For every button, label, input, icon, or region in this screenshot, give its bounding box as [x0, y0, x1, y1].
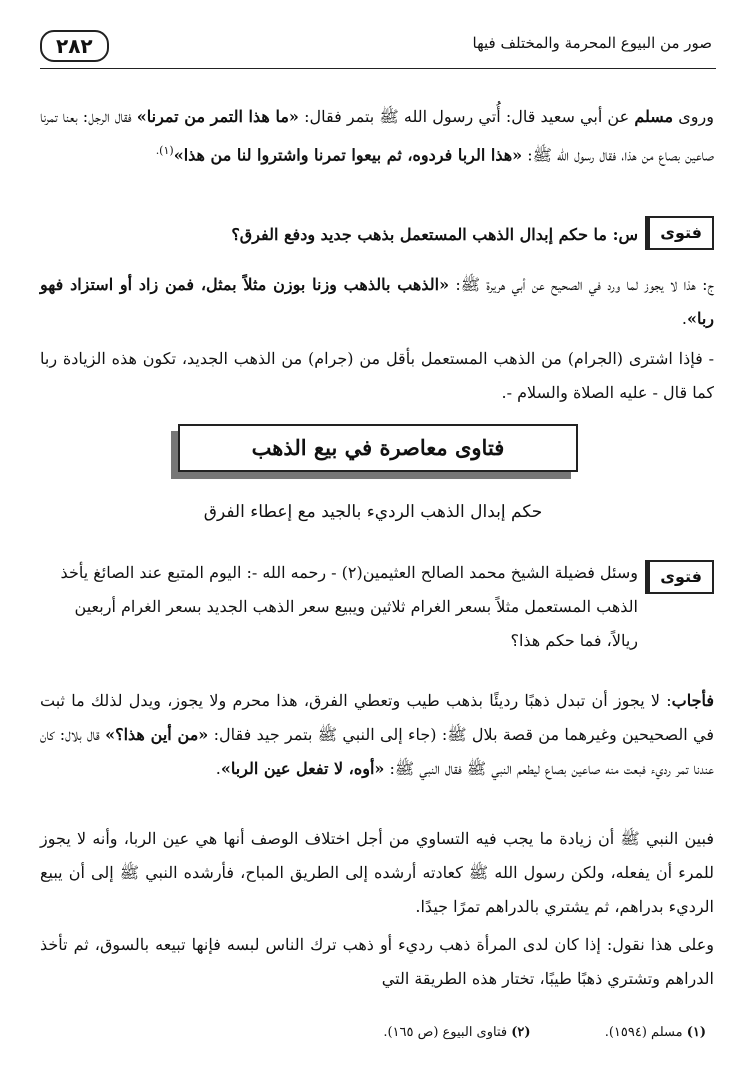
question-text: وسئل فضيلة الشيخ محمد الصالح العثيمين(٢) - رحمه الله -: اليوم المتبع عند الصائغ يأخذ الذهب المستعمل مثلاً بسعر الغرام ثلاثين ويبيع سعر الذهب الجديد بسعر الغرام أربعين ريالاً، فما حكم هذا؟	[60, 563, 638, 650]
text-bold: «أوه، لا تفعل عين الربا»	[220, 759, 385, 778]
page-header	[40, 28, 716, 78]
text: قال بلال: كان عندنا تمر رديء فبعت منه صاعين بصاع ليطعم النبي ﷺ فقال النبي ﷺ:	[40, 725, 714, 778]
text: وروى	[673, 107, 714, 126]
text-bold: «ما هذا التمر من تمرنا»	[136, 107, 299, 126]
footnote-2: (٢) فتاوى البيوع (ص ١٦٥).	[383, 1025, 531, 1040]
text: فقال الرجل: بعنا تمرنا صاعين بصاع من هذا، فقال رسول الله ﷺ:	[40, 107, 714, 165]
text: عن أبي سعيد قال: أُتي رسول الله ﷺ بتمر فقال:	[298, 107, 635, 126]
text-bold: مسلم	[634, 107, 674, 126]
section-title: فتاوى معاصرة في بيع الذهب	[178, 424, 578, 472]
header-divider	[40, 68, 716, 69]
footnotes	[40, 1025, 706, 1040]
question-text: س: ما حكم إبدال الذهب المستعمل بذهب جديد ودفع الفرق؟	[231, 225, 638, 244]
footnote-ref: (١).	[155, 144, 174, 157]
answer-paragraph-1	[40, 268, 714, 336]
answer-paragraph-4: فبين النبي ﷺ أن زيادة ما يجب فيه التساوي من أجل اختلاف الوصف أنها هي عين الربا، وأنه لا يجوز للمرء أن يفعله، ولكن رسول الله ﷺ كعادته أرشده إلى الطريق المباح، فأرشده النبي ﷺ إلى أن يبيع الرديء بدراهم، ثم يشتري بالدراهم تمرًا جيدًا.	[40, 829, 714, 916]
text-bold: «هذا الربا فردوه، ثم بيعوا تمرنا واشتروا لنا من هذا»	[173, 145, 523, 165]
page-number: ٢٨٢	[40, 30, 109, 62]
footnote-1: (١) مسلم (١٥٩٤).	[604, 1025, 706, 1040]
answer-paragraph-2: - فإذا اشترى (الجرام) من الذهب المستعمل بأقل من (جرام) من الذهب الجديد، تكون هذه الزيادة ربا كما قال - عليه الصلاة والسلام -.	[40, 349, 714, 402]
text: : لا يجوز أن تبدل ذهبًا رديئًا بذهب طيب وتعطي الفرق، هذا محرم ولا يجوز، ويدل لذلك ما ثبت في الصحيحين وغيرهما من قصة بلال ﷺ: (جاء إلى النبي ﷺ بتمر جيد فقال:	[40, 691, 715, 744]
fatwa-question-1	[40, 216, 714, 256]
fatwa-label: فتوى	[645, 560, 714, 594]
text: .	[215, 759, 221, 778]
answer-paragraph-5: وعلى هذا نقول: إذا كان لدى المرأة ذهب رديء أو ذهب ترك الناس لبسه فإنها تبيعه بالسوق، ثم تأخذ الدراهم وتشتري ذهبًا طيبًا، تختار هذه الطريقة التي	[40, 935, 714, 988]
answer-paragraph-3	[40, 684, 714, 786]
fatwa-label: فتوى	[645, 216, 714, 250]
text: .	[681, 309, 687, 328]
subtitle: حكم إبدال الذهب الرديء بالجيد مع إعطاء الفرق	[203, 502, 543, 522]
text: ج: هذا لا يجوز لما ورد في الصحيح عن أبي هريرة ﷺ:	[449, 275, 715, 294]
text-bold: «من أين هذا؟»	[105, 725, 209, 744]
fatwa-question-2	[40, 556, 714, 666]
running-title: صور من البيوع المحرمة والمختلف فيها	[472, 34, 712, 52]
text-bold: فأجاب	[671, 691, 714, 710]
hadith-paragraph	[40, 100, 714, 172]
text-bold: «الذهب بالذهب وزنا بوزن مثلاً بمثل، فمن زاد أو استزاد فهو ربا»	[40, 275, 714, 328]
